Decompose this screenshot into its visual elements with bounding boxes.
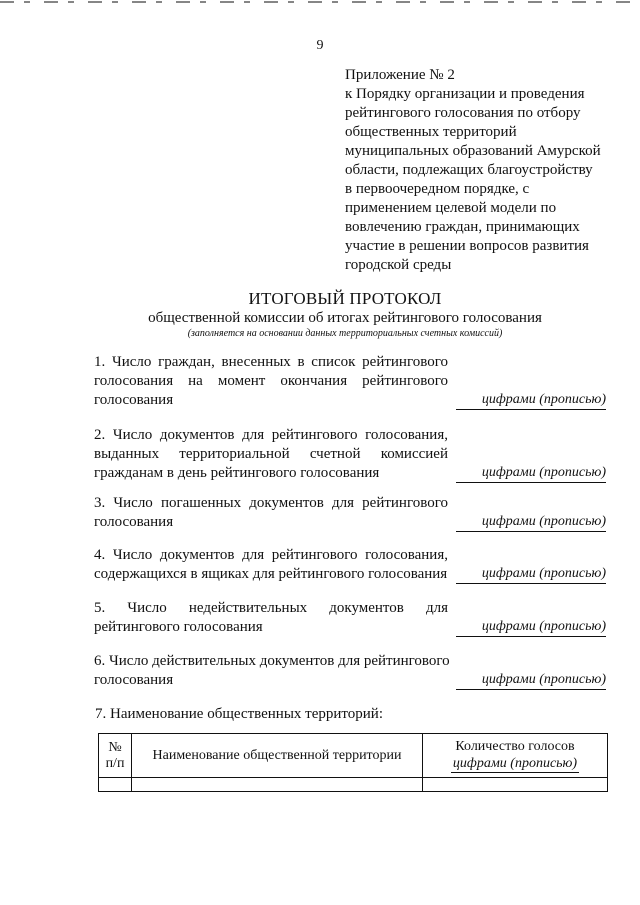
table-cell[interactable]	[423, 778, 608, 792]
appendix-line: участие в решении вопросов развития	[345, 238, 589, 254]
appendix-header	[345, 66, 601, 275]
appendix-line: в первоочередном порядке, с	[345, 181, 530, 197]
appendix-line: области, подлежащих благоустройству	[345, 162, 593, 178]
fill-in-field[interactable]: цифрами (прописью)	[456, 671, 606, 690]
col-votes-title: Количество голосов	[455, 739, 575, 754]
item-line: 2. Число документов для рейтингового голосования,	[94, 427, 448, 443]
fill-in-field[interactable]: цифрами (прописью)	[456, 618, 606, 637]
col-number-line: п/п	[105, 755, 125, 771]
item-line: гражданам в день рейтингового голосования	[94, 465, 380, 481]
item-line: 4. Число документов для рейтингового голосования,	[94, 547, 448, 563]
appendix-line: городской среды	[345, 257, 452, 273]
col-number-header	[99, 734, 132, 778]
fill-in-field[interactable]: цифрами (прописью)	[456, 464, 606, 483]
item-line: 1. Число граждан, внесенных в список рейтингового	[94, 354, 448, 370]
protocol-item-6	[94, 652, 606, 690]
table-header-row	[99, 734, 608, 778]
item-line: 3. Число погашенных документов для рейтингового	[94, 495, 448, 511]
territories-table	[98, 733, 608, 792]
page-number: 9	[316, 38, 324, 53]
protocol-item-4	[94, 546, 606, 584]
protocol-subtitle: общественной комиссии об итогах рейтингового голосования	[148, 310, 542, 326]
fill-in-field[interactable]: цифрами (прописью)	[456, 513, 606, 532]
fill-in-field[interactable]: цифрами (прописью)	[456, 391, 606, 410]
item-text	[94, 426, 448, 483]
item-text	[94, 353, 448, 410]
col-number-line: №	[108, 739, 122, 755]
appendix-line: к Порядку организации и проведения	[345, 86, 585, 102]
col-votes-subtitle: цифрами (прописью)	[452, 756, 578, 771]
item-text	[94, 546, 448, 584]
table-row	[99, 778, 608, 792]
protocol-item-2	[94, 426, 606, 483]
protocol-note: (заполняется на основании данных территориальных счетных комиссий)	[187, 328, 503, 339]
protocol-item-3	[94, 494, 606, 532]
item-line: голосования	[94, 514, 174, 530]
item-line: голосования	[94, 392, 174, 408]
item-text	[94, 599, 448, 637]
scan-edge-marks	[0, 1, 640, 3]
protocol-item-1	[94, 353, 606, 410]
col-name-header: Наименование общественной территории	[132, 734, 423, 778]
item-line: содержащихся в ящиках для рейтингового голосования	[94, 566, 448, 582]
appendix-line: рейтингового голосования по отбору	[345, 105, 581, 121]
protocol-title: ИТОГОВЫЙ ПРОТОКОЛ	[248, 289, 442, 308]
protocol-item-5	[94, 599, 606, 637]
appendix-line: муниципальных образований Амурской	[345, 143, 601, 159]
fill-in-field[interactable]: цифрами (прописью)	[456, 565, 606, 584]
table-cell[interactable]	[132, 778, 423, 792]
table-cell[interactable]	[99, 778, 132, 792]
appendix-line: Приложение № 2	[345, 67, 455, 83]
col-votes-header	[423, 734, 608, 778]
item-text	[94, 494, 448, 532]
appendix-line: применением целевой модели по	[345, 200, 557, 216]
appendix-line: вовлечению граждан, принимающих	[345, 219, 580, 235]
appendix-line: общественных территорий	[345, 124, 517, 140]
item-line: рейтингового голосования	[94, 619, 263, 635]
section-7-heading: 7. Наименование общественных территорий:	[95, 706, 383, 722]
item-line: 5. Число недействительных документов для	[94, 600, 448, 616]
item-line: 6. Число действительных документов для рейтингового	[94, 653, 450, 669]
item-text	[94, 652, 448, 690]
item-line: голосования	[94, 672, 174, 688]
item-line: голосования на момент окончания рейтингового	[94, 373, 448, 389]
protocol-title-block	[0, 289, 640, 341]
item-line: выданных территориальной счетной комиссией	[94, 446, 448, 462]
